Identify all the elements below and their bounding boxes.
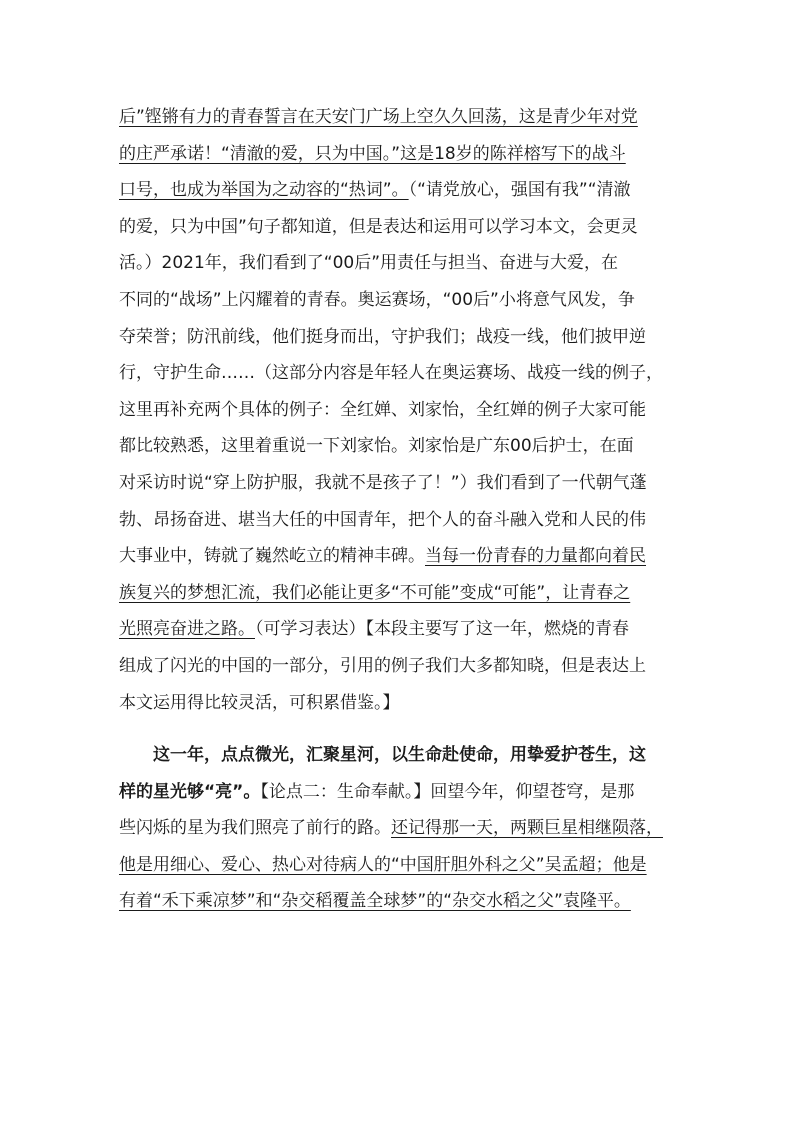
text-line (119, 245, 679, 282)
text-line (119, 99, 679, 136)
text-line (119, 392, 679, 429)
text-segment: 光照亮奋进之路。 (119, 619, 255, 640)
text-segment: （可学习表达）【本段主要写了这一年，燃烧的青春 (255, 619, 629, 640)
text-line (119, 428, 679, 465)
text-segment: 这一年，点点微光，汇聚星河，以生命赴使命，用挚爱护苍生，这 (153, 745, 646, 766)
text-segment: 他是用细心、爱心、热心对待病人的“中国肝胆外科之父”吴孟超；他是 (119, 854, 647, 875)
text-line (119, 465, 679, 502)
text-line (119, 575, 679, 612)
text-segment: 的庄严承诺！“清澈的爱，只为中国。”这是18岁的陈祥榕写下的战斗 (119, 143, 626, 164)
text-line (119, 648, 679, 685)
text-segment: 的爱，只为中国”句子都知道，但是表达和运用可以学习本文，会更灵 (119, 216, 638, 237)
text-line (119, 774, 679, 811)
text-line (119, 136, 679, 173)
text-segment: 勃、昂扬奋进、堪当大任的中国青年，把个人的奋斗融入党和人民的伟 (119, 509, 646, 530)
text-segment: 些闪烁的星为我们照亮了前行的路。 (119, 818, 391, 839)
text-segment: 还记得那一天，两颗巨星相继陨落， (391, 818, 663, 839)
document-page (119, 99, 679, 920)
text-segment: 样的星光够“亮”。 (119, 781, 261, 802)
text-segment: 活。）2021年，我们看到了“00后”用责任与担当、奋进与大爱，在 (119, 253, 619, 274)
text-line (119, 737, 679, 774)
text-segment: 大事业中，铸就了巍然屹立的精神丰碑。 (119, 546, 425, 567)
text-line (119, 810, 679, 847)
text-line (119, 611, 679, 648)
paragraph-life-dedication (119, 737, 679, 920)
text-segment: 本文运用得比较灵活，可积累借鉴。】 (119, 692, 400, 713)
text-line (119, 282, 679, 319)
text-segment: 【论点二：生命奉献。】回望今年，仰望苍穹，是那 (260, 781, 635, 802)
text-segment: 组成了闪光的中国的一部分，引用的例子我们大多都知晓，但是表达上 (119, 655, 646, 676)
text-segment: 对采访时说“穿上防护服，我就不是孩子了！”）我们看到了一代朝气蓬 (119, 472, 647, 493)
text-line (119, 883, 679, 920)
text-segment: 后”铿锵有力的青春誓言在天安门广场上空久久回荡，这是青少年对党 (119, 107, 638, 127)
text-segment: 不同的“战场”上闪耀着的青春。奥运赛场，“00后”小将意气风发，争 (119, 289, 635, 310)
text-segment: 有着“禾下乘凉梦”和“杂交稻覆盖全球梦”的“杂交水稻之父”袁隆平。 (119, 891, 631, 912)
text-segment: 口号，也成为举国为之动容的“热词”。 (119, 180, 409, 201)
text-segment: 行，守护生命……（这部分内容是年轻人在奥运赛场、战疫一线的例子， (119, 363, 663, 384)
text-line (119, 502, 679, 539)
text-segment: 夺荣誉；防汛前线，他们挺身而出，守护我们；战疫一线，他们披甲逆 (119, 326, 646, 347)
text-line (119, 847, 679, 884)
text-segment: 这里再补充两个具体的例子：全红婵、刘家怡，全红婵的例子大家可能 (119, 399, 646, 420)
text-segment: 都比较熟悉，这里着重说一下刘家怡。刘家怡是广东00后护士，在面 (119, 436, 634, 457)
text-line (119, 538, 679, 575)
text-segment: 族复兴的梦想汇流，我们必能让更多“不可能”变成“可能”，让青春之 (119, 582, 631, 603)
text-line (119, 209, 679, 246)
text-line (119, 685, 679, 722)
text-line (119, 355, 679, 392)
text-line (119, 319, 679, 356)
text-segment: 当每一份青春的力量都向着民 (425, 546, 646, 567)
text-line (119, 172, 679, 209)
paragraph-youth (119, 99, 679, 721)
text-segment: （“请党放心，强国有我”“清澈 (408, 180, 631, 201)
